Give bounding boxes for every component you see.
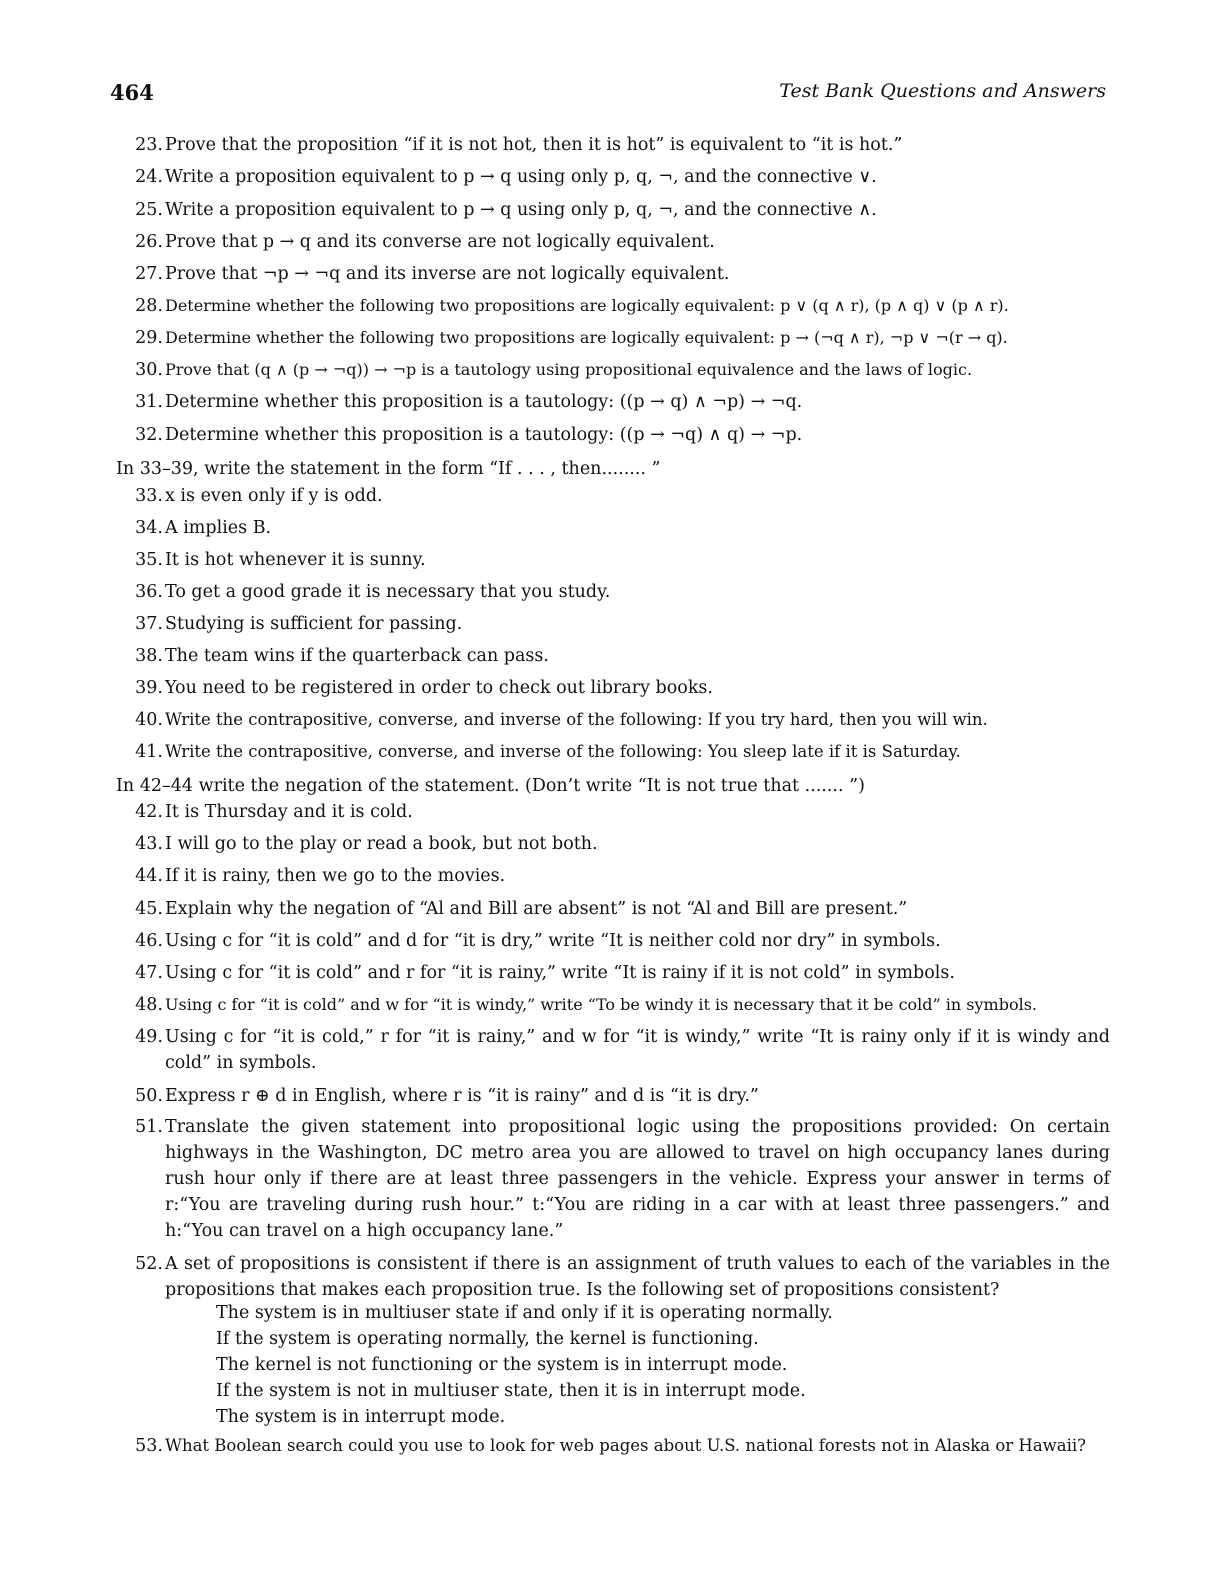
instruction-33-39: In 33–39, write the statement in the form “If . . . , then........ ” — [116, 459, 661, 479]
question-item — [118, 1114, 1110, 1244]
question-text: Using c for “it is cold,” r for “it is rainy,” and w for “it is windy,” write “It is rainy only if it is windy and cold” in symbols. — [165, 1027, 1110, 1073]
question-text: What Boolean search could you use to look for web pages about U.S. national forests not in Alaska or Hawaii? — [165, 1436, 1087, 1455]
question-number: 47. — [135, 963, 163, 983]
question-item — [118, 389, 1110, 415]
question-text: You need to be registered in order to check out library books. — [165, 678, 713, 698]
question-number: 43. — [135, 834, 163, 854]
question-text: Prove that ¬p → ¬q and its inverse are not logically equivalent. — [165, 264, 730, 284]
question-item — [118, 422, 1110, 448]
question-item — [118, 992, 1110, 1018]
question-item — [118, 1251, 1110, 1303]
question-text: Write a proposition equivalent to p → q using only p, q, ¬, and the connective ∨. — [165, 167, 877, 187]
question-item — [118, 1433, 1110, 1459]
question-item — [118, 164, 1110, 190]
question-text: Determine whether this proposition is a tautology: ((p → ¬q) ∧ q) → ¬p. — [165, 425, 803, 445]
question-item — [118, 357, 1110, 383]
question-item — [118, 960, 1110, 986]
question-item — [118, 707, 1110, 733]
question-number: 39. — [135, 678, 163, 698]
question-number: 46. — [135, 931, 163, 951]
question-number: 34. — [135, 518, 163, 538]
question-number: 44. — [135, 866, 163, 886]
question-number: 25. — [135, 200, 163, 220]
question-number: 23. — [135, 135, 163, 155]
question-text: Write the contrapositive, converse, and inverse of the following: If you try hard, then you will win. — [165, 710, 988, 729]
question-number: 38. — [135, 646, 163, 666]
question-number: 53. — [135, 1436, 163, 1456]
question-item — [118, 928, 1110, 954]
question-text: Prove that (q ∧ (p → ¬q)) → ¬p is a tautology using propositional equivalence and the laws of logic. — [165, 360, 973, 379]
question-text: Determine whether this proposition is a tautology: ((p → q) ∧ ¬p) → ¬q. — [165, 392, 803, 412]
question-number: 49. — [135, 1027, 163, 1047]
question-number: 26. — [135, 232, 163, 252]
question-text: Using c for “it is cold” and w for “it is windy,” write “To be windy it is necessary that it be cold” in symbols. — [165, 995, 1038, 1014]
q52-proposition: The kernel is not functioning or the system is in interrupt mode. — [216, 1355, 788, 1375]
question-item — [118, 515, 1110, 541]
question-text: The team wins if the quarterback can pass. — [165, 646, 549, 666]
q52-proposition: If the system is operating normally, the kernel is functioning. — [216, 1329, 759, 1349]
question-item — [118, 229, 1110, 255]
question-number: 35. — [135, 550, 163, 570]
question-text: Write the contrapositive, converse, and inverse of the following: You sleep late if it is Saturday. — [165, 742, 961, 761]
question-text: Prove that p → q and its converse are not logically equivalent. — [165, 232, 715, 252]
question-item — [118, 483, 1110, 509]
question-text: To get a good grade it is necessary that you study. — [165, 582, 611, 602]
question-number: 36. — [135, 582, 163, 602]
question-item — [118, 1024, 1110, 1076]
q52-proposition: The system is in interrupt mode. — [216, 1407, 506, 1427]
question-number: 33. — [135, 486, 163, 506]
question-text: A set of propositions is consistent if there is an assignment of truth values to each of the variables in the propositions that makes each proposition true. Is the following set of propositions consistent? — [165, 1254, 1110, 1300]
question-item — [118, 831, 1110, 857]
question-text: It is Thursday and it is cold. — [165, 802, 413, 822]
q52-proposition: The system is in multiuser state if and only if it is operating normally. — [216, 1303, 833, 1323]
running-title: Test Bank Questions and Answers — [779, 80, 1106, 102]
question-item — [118, 739, 1110, 765]
question-text: If it is rainy, then we go to the movies. — [165, 866, 506, 886]
question-text: Determine whether the following two propositions are logically equivalent: p ∨ (q ∧ r), (p ∧ q) ∨ (p ∧ r). — [165, 296, 1009, 315]
question-number: 40. — [135, 710, 163, 730]
question-text: Prove that the proposition “if it is not hot, then it is hot” is equivalent to “it is hot.” — [165, 135, 903, 155]
question-item — [118, 261, 1110, 287]
question-text: Explain why the negation of “Al and Bill are absent” is not “Al and Bill are present.” — [165, 899, 908, 919]
question-item — [118, 611, 1110, 637]
instruction-42-44: In 42–44 write the negation of the statement. (Don’t write “It is not true that ....... ”) — [116, 776, 865, 796]
question-item — [118, 643, 1110, 669]
question-number: 24. — [135, 167, 163, 187]
question-text: Using c for “it is cold” and r for “it is rainy,” write “It is rainy if it is not cold” in symbols. — [165, 963, 955, 983]
question-text: Write a proposition equivalent to p → q using only p, q, ¬, and the connective ∧. — [165, 200, 877, 220]
question-number: 29. — [135, 328, 163, 348]
question-text: Using c for “it is cold” and d for “it is dry,” write “It is neither cold nor dry” in symbols. — [165, 931, 941, 951]
question-item — [118, 675, 1110, 701]
page-number: 464 — [110, 80, 154, 105]
question-text: Translate the given statement into propositional logic using the propositions provided: On certain highways in the Washington, DC metro area you are allowed to travel on high occupancy lanes during rush hour only if there are at least three passengers in the vehicle. Express your answer in terms of r:“You are traveling during rush hour.” t:“You are riding in a car with at least three passengers.” and h:“You can travel on a high occupancy lane.” — [165, 1117, 1110, 1241]
question-number: 32. — [135, 425, 163, 445]
question-number: 37. — [135, 614, 163, 634]
question-text: A implies B. — [165, 518, 272, 538]
question-number: 45. — [135, 899, 163, 919]
question-text: It is hot whenever it is sunny. — [165, 550, 426, 570]
question-number: 48. — [135, 995, 163, 1015]
question-number: 28. — [135, 296, 163, 316]
question-item — [118, 197, 1110, 223]
question-item — [118, 799, 1110, 825]
question-item — [118, 132, 1110, 158]
question-text: Express r ⊕ d in English, where r is “it is rainy” and d is “it is dry.” — [165, 1086, 759, 1106]
question-item — [118, 547, 1110, 573]
question-text: Studying is sufficient for passing. — [165, 614, 463, 634]
question-text: x is even only if y is odd. — [165, 486, 383, 506]
question-number: 41. — [135, 742, 163, 762]
question-number: 31. — [135, 392, 163, 412]
question-item — [118, 579, 1110, 605]
question-number: 42. — [135, 802, 163, 822]
question-number: 51. — [135, 1117, 163, 1137]
question-number: 30. — [135, 360, 163, 380]
question-item — [118, 1083, 1110, 1109]
question-item — [118, 325, 1110, 351]
question-item — [118, 896, 1110, 922]
question-number: 27. — [135, 264, 163, 284]
q52-proposition: If the system is not in multiuser state, then it is in interrupt mode. — [216, 1381, 806, 1401]
question-number: 52. — [135, 1254, 163, 1274]
question-item — [118, 863, 1110, 889]
question-number: 50. — [135, 1086, 163, 1106]
question-text: I will go to the play or read a book, but not both. — [165, 834, 598, 854]
question-item — [118, 293, 1110, 319]
question-text: Determine whether the following two propositions are logically equivalent: p → (¬q ∧ r), ¬p ∨ ¬(r → q). — [165, 328, 1008, 347]
